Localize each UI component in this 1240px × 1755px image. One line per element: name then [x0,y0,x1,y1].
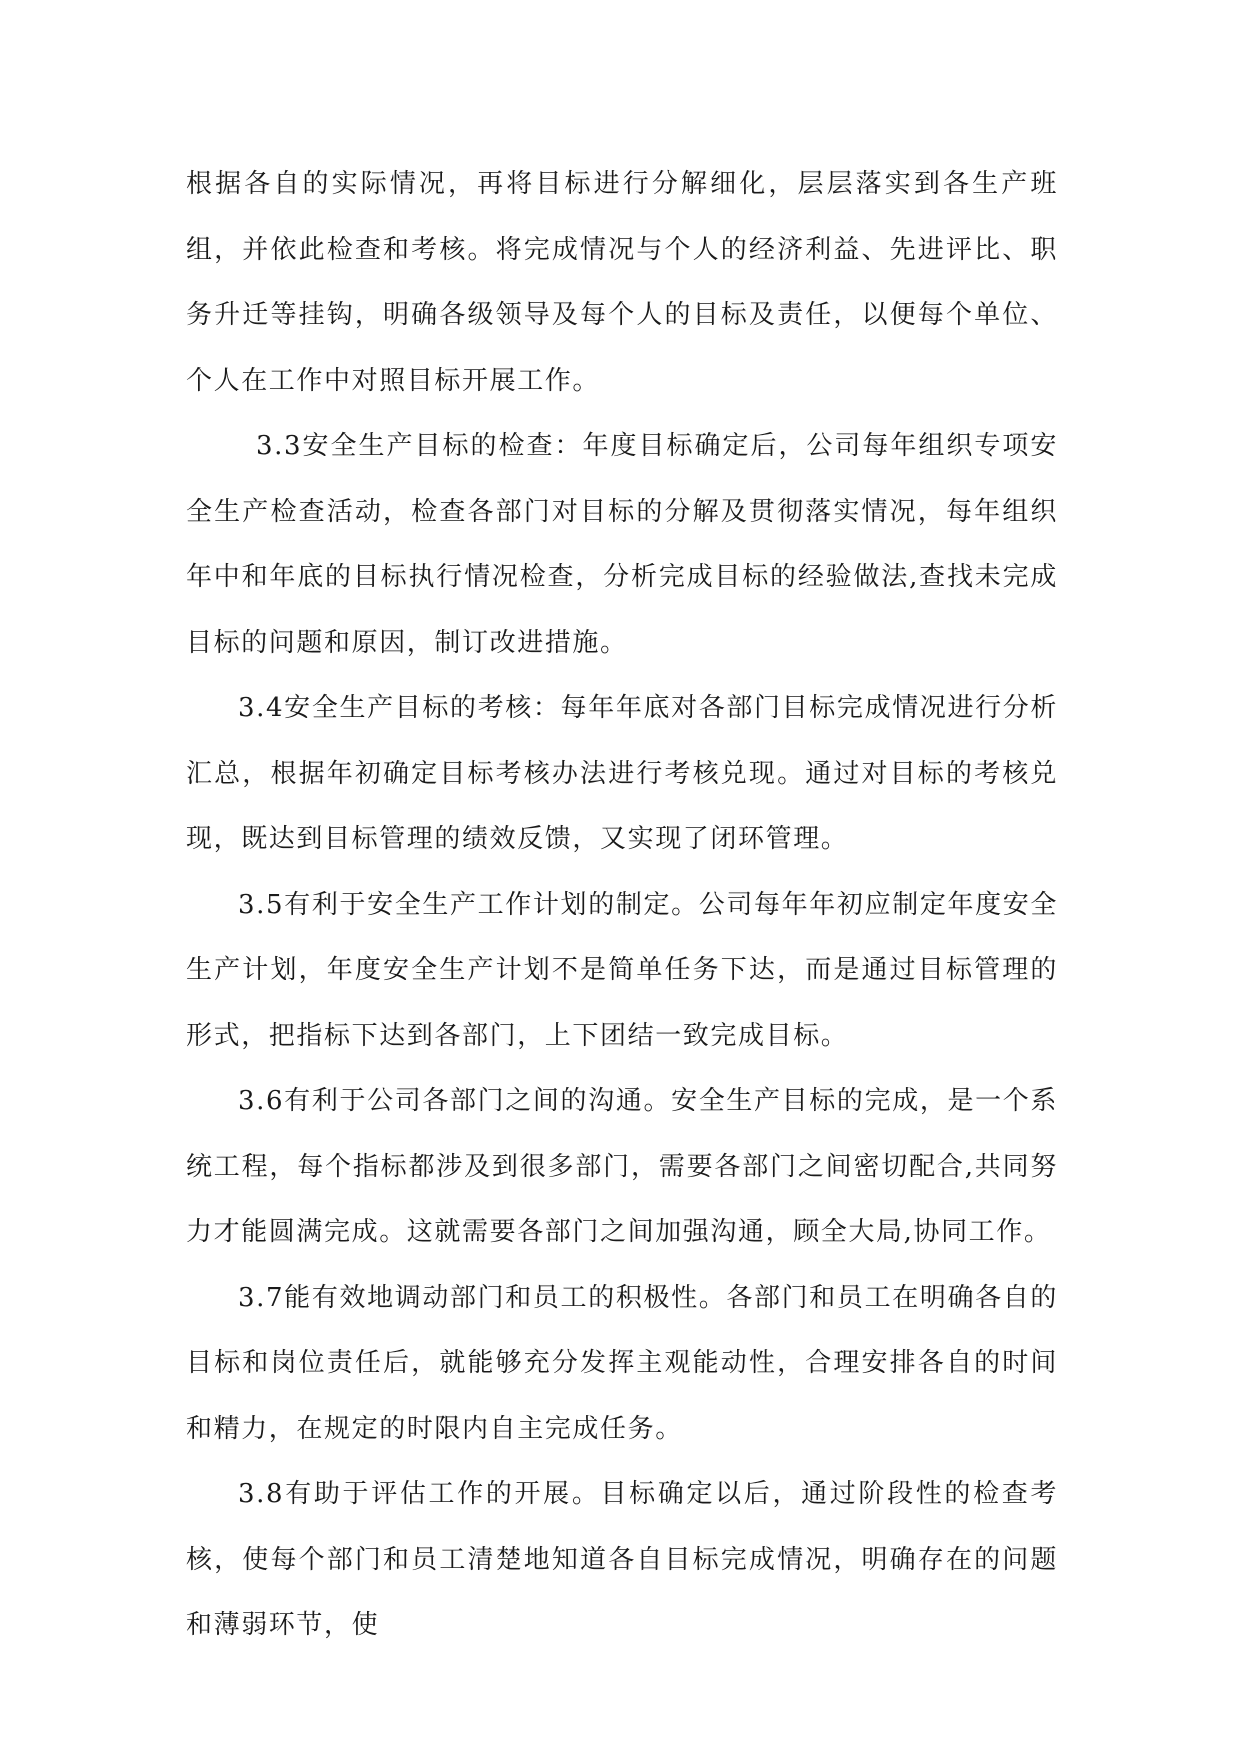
paragraph-continuation: 根据各自的实际情况，再将目标进行分解细化，层层落实到各生产班组，并依此检查和考核。将完成情况与个人的经济利益、先进评比、职务升迁等挂钩，明确各级领导及每个人的目标及责任，以便每个单位、个人在工作中对照目标开展工作。 [186,169,1058,396]
paragraph-3-3: 3.3安全生产目标的检查：年度目标确定后，公司每年组织专项安全生产检查活动，检查各部门对目标的分解及贯彻落实情况，每年组织年中和年底的目标执行情况检查，分析完成目标的经验做法,查找未完成目标的问题和原因，制订改进措施。 [186,431,1058,658]
paragraph-3-8: 3.8有助于评估工作的开展。目标确定以后，通过阶段性的检查考核，使每个部门和员工清楚地知道各自目标完成情况，明确存在的问题和薄弱环节，使 [186,1479,1058,1640]
paragraph-3-4: 3.4安全生产目标的考核：每年年底对各部门目标完成情况进行分析汇总，根据年初确定目标考核办法进行考核兑现。通过对目标的考核兑现，既达到目标管理的绩效反馈，又实现了闭环管理。 [186,693,1058,854]
paragraph-3-7: 3.7能有效地调动部门和员工的积极性。各部门和员工在明确各自的目标和岗位责任后，就能够充分发挥主观能动性，合理安排各自的时间和精力，在规定的时限内自主完成任务。 [186,1282,1058,1444]
body-text [186,152,1058,1659]
paragraph-3-6: 3.6有利于公司各部门之间的沟通。安全生产目标的完成，是一个系统工程，每个指标都涉及到很多部门，需要各部门之间密切配合,共同努力才能圆满完成。这就需要各部门之间加强沟通，顾全大局,协同工作。 [186,1086,1058,1247]
paragraph-3-5: 3.5有利于安全生产工作计划的制定。公司每年年初应制定年度安全生产计划，年度安全生产计划不是简单任务下达，而是通过目标管理的形式，把指标下达到各部门，上下团结一致完成目标。 [186,889,1058,1051]
